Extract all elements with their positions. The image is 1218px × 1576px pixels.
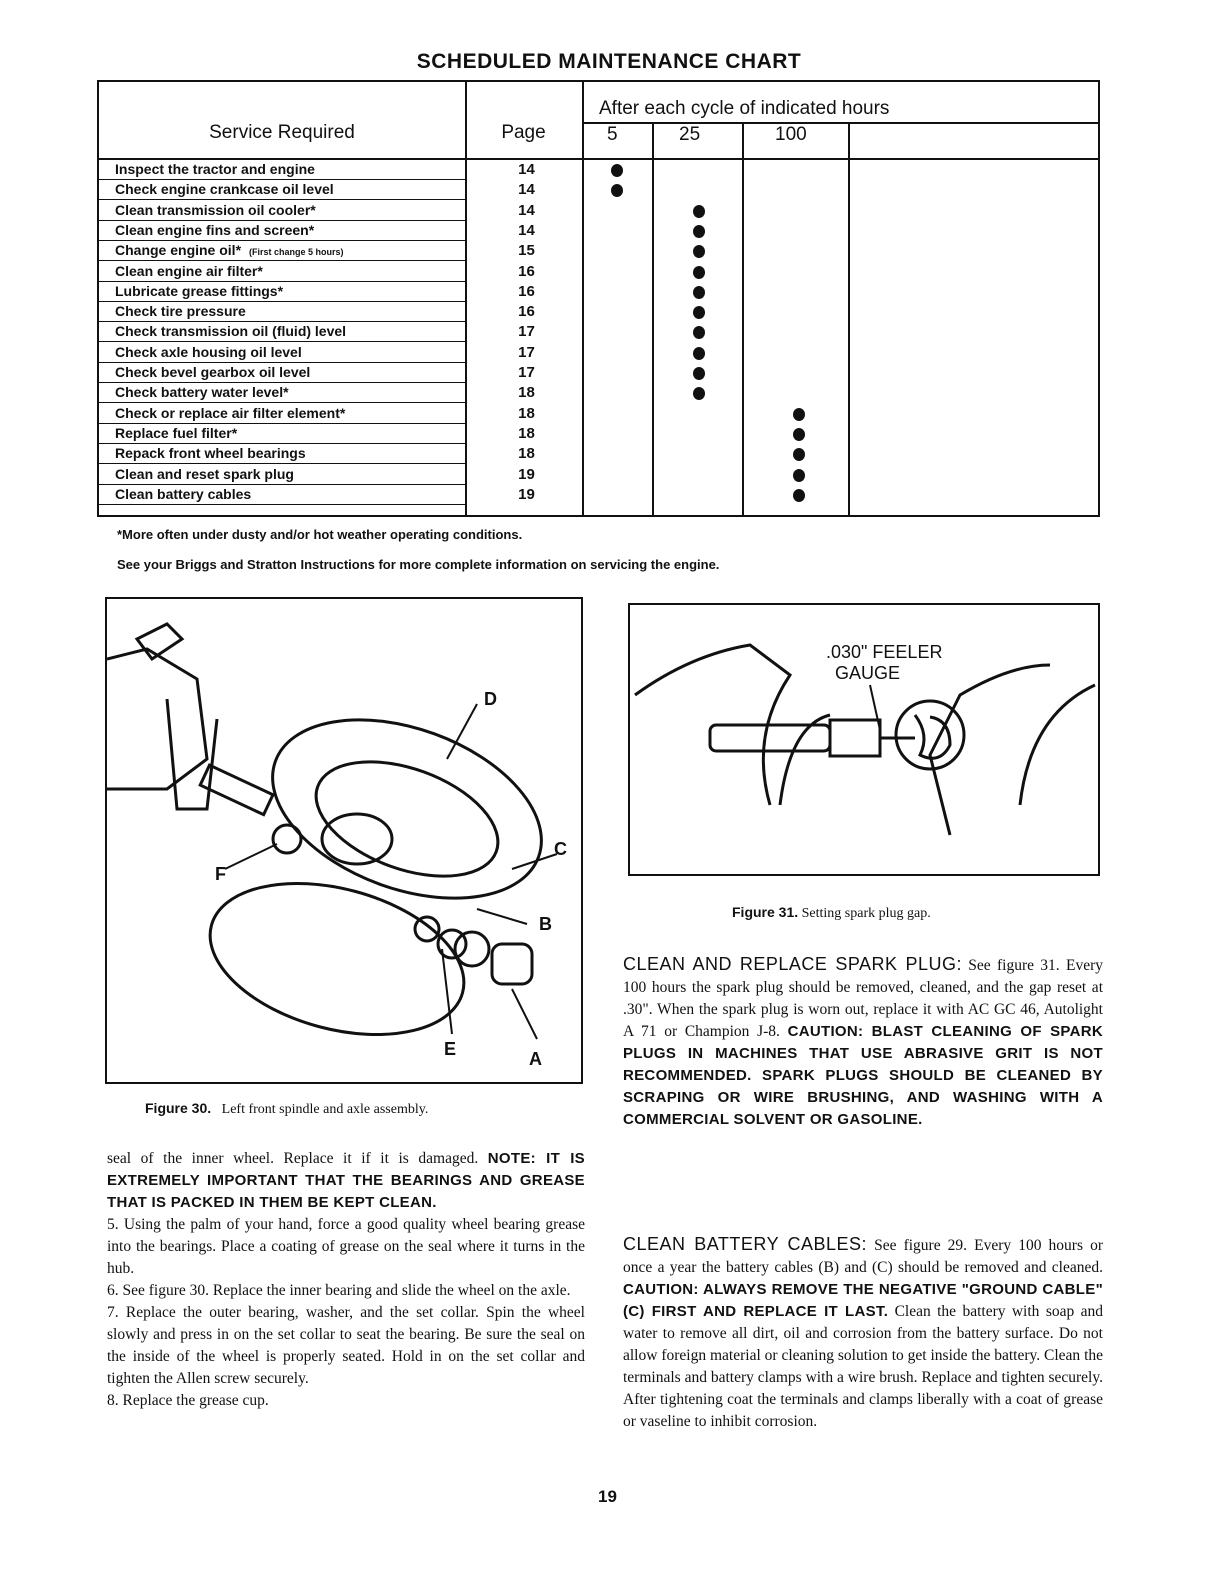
service-name <box>115 303 246 319</box>
service-name <box>115 384 289 400</box>
service-name <box>115 445 306 461</box>
divider <box>742 122 744 515</box>
battery-caution: CAUTION: ALWAYS REMOVE THE NEGATIVE "GROUND CABLE" (C) FIRST AND REPLACE IT LAST. <box>623 1281 1103 1320</box>
battery-section <box>623 1233 1103 1433</box>
divider <box>582 122 1098 124</box>
service-label: Inspect the tractor and engine <box>115 161 315 177</box>
service-label: Repack front wheel bearings <box>115 445 306 462</box>
wheel-assembly-drawing <box>107 599 581 1082</box>
spark-plug-body: See figure 31. Every 100 hours the spark plug should be removed, cleaned, and the gap reset at .30". When the spark plug is worn out, replace it with AC GC 46, Autolight A 71 or Champion J-8. <box>623 957 1103 1040</box>
header-page: Page <box>501 122 546 143</box>
footnote-briggs: See your Briggs and Stratton Instructions for more complete information on servicing the engine. <box>117 557 720 572</box>
row-divider <box>99 402 465 403</box>
service-name <box>115 283 283 299</box>
service-label: Check battery water level* <box>115 384 289 401</box>
service-note: (First change 5 hours) <box>249 247 344 258</box>
figure-31-caption <box>732 904 931 922</box>
service-label: Lubricate grease fittings* <box>115 282 284 299</box>
page-ref: 16 <box>518 282 535 300</box>
header-interval-5: 5 <box>607 124 618 145</box>
page-ref: 15 <box>518 242 535 260</box>
step-7: 7. Replace the outer bearing, washer, and the set collar. Spin the wheel slowly and press in on the set collar to seat the bearing. Be sure the seal on the inside of the wheel is properly seated. Hold in on the set collar and tighten the Allen screw securely. <box>107 1304 585 1387</box>
service-label: Clean and reset spark plug <box>115 465 294 482</box>
figure-30-illustration <box>105 597 583 1084</box>
service-label: Clean battery cables <box>115 485 252 502</box>
service-label: Change engine oil* <box>115 242 242 259</box>
page-ref: 16 <box>518 303 535 321</box>
divider <box>652 122 654 515</box>
interval-dot-marker <box>611 184 623 197</box>
footnote-dusty: *More often under dusty and/or hot weather operating conditions. <box>117 527 523 542</box>
row-divider <box>99 463 465 464</box>
header-service: Service Required <box>209 122 355 143</box>
service-label: Check tire pressure <box>115 303 246 320</box>
divider <box>99 158 1098 160</box>
caption-number: Figure 31. <box>732 904 799 920</box>
spark-plug-heading: CLEAN AND REPLACE SPARK PLUG: <box>623 954 962 974</box>
service-label: Check bevel gearbox oil level <box>115 364 311 380</box>
interval-dot-marker <box>693 205 705 218</box>
step-6: 6. See figure 30. Replace the inner bearing and slide the wheel on the axle. <box>107 1282 571 1299</box>
service-name <box>115 364 310 380</box>
service-name <box>115 161 315 177</box>
text-run: seal of the inner wheel. Replace it if it is damaged. <box>107 1150 488 1167</box>
service-name <box>115 425 237 441</box>
maintenance-table <box>97 80 1100 517</box>
caption-text: Setting spark plug gap. <box>801 906 931 921</box>
interval-dot-marker <box>693 245 705 258</box>
interval-dot-marker <box>693 225 705 238</box>
interval-dot-marker <box>793 489 805 502</box>
page-ref: 14 <box>518 201 535 219</box>
service-name <box>115 202 316 218</box>
service-label: Clean transmission oil cooler* <box>115 201 316 218</box>
row-divider <box>99 362 465 363</box>
header-hours: After each cycle of indicated hours <box>599 98 890 119</box>
spark-plug-caution: CAUTION: BLAST CLEANING OF SPARK PLUGS IN MACHINES THAT USE ABRASIVE GRIT IS NOT RECOMMENDED. SPARK PLUGS SHOULD BE CLEANED BY SCRAPING OR WIRE BRUSHING, AND WASHING WITH A COMMERCIAL SOLVENT OR GASOLINE. <box>623 1023 1103 1128</box>
label-e: E <box>444 1039 457 1059</box>
label-d: D <box>484 689 497 709</box>
note-caps: NOTE: IT IS EXTREMELY IMPORTANT THAT THE BEARINGS AND GREASE THAT IS PACKED IN THEM BE KEPT CLEAN. <box>107 1150 585 1211</box>
page-ref: 17 <box>518 364 535 381</box>
label-f: F <box>215 864 226 884</box>
header-interval-25: 25 <box>679 124 701 145</box>
service-label: Check transmission oil (fluid) level <box>115 323 347 340</box>
service-name <box>115 263 263 279</box>
step-8: 8. Replace the grease cup. <box>107 1392 269 1409</box>
page-ref: 14 <box>518 161 535 178</box>
interval-dot-marker <box>793 408 805 421</box>
interval-dot-marker <box>793 448 805 461</box>
row-divider <box>99 199 465 200</box>
service-label: Clean engine fins and screen* <box>115 221 315 238</box>
note-paragraph <box>107 1148 585 1214</box>
battery-body-2: Clean the battery with soap and water to remove all dirt, oil and corrosion from the battery surface. Do not allow foreign material or cleaning solution to get inside the battery. Clean the terminals and battery clamps with a wire brush. Replace and tighten securely. After tightening coat the terminals and clamps liberally with a coat of grease or vaseline to inhibit corrosion. <box>623 1303 1103 1430</box>
page-ref: 14 <box>518 181 535 199</box>
row-divider <box>99 382 465 383</box>
page-number: 19 <box>598 1487 617 1506</box>
service-name <box>115 323 346 339</box>
service-label: Check or replace air filter element* <box>115 404 346 421</box>
interval-dot-marker <box>693 367 705 380</box>
page-ref: 19 <box>518 485 535 503</box>
service-name <box>115 486 251 502</box>
label-b: B <box>539 914 552 934</box>
row-divider <box>99 301 465 302</box>
row-divider <box>99 504 465 505</box>
interval-dot-marker <box>793 428 805 441</box>
row-divider <box>99 240 465 241</box>
page-ref: 17 <box>518 323 535 341</box>
caption-number: Figure 30. <box>145 1100 212 1116</box>
page-ref: 14 <box>518 221 535 239</box>
battery-heading: CLEAN BATTERY CABLES: <box>623 1234 868 1254</box>
caption-text: Left front spindle and axle assembly. <box>221 1102 429 1117</box>
service-label: Clean engine air filter* <box>115 262 263 279</box>
service-name <box>115 344 302 360</box>
page-ref: 17 <box>518 343 535 361</box>
battery-body: See figure 29. Every 100 hours or once a year the battery cables (B) and (C) should be removed and cleaned. <box>623 1237 1103 1276</box>
service-name <box>115 222 314 238</box>
interval-dot-marker <box>611 164 623 177</box>
interval-dot-marker <box>693 387 705 400</box>
row-divider <box>99 220 465 221</box>
service-name <box>115 242 344 258</box>
feeler-gauge-label-line2: GAUGE <box>835 663 901 683</box>
interval-dot-marker <box>693 306 705 319</box>
interval-dot-marker <box>693 326 705 339</box>
interval-dot-marker <box>693 286 705 299</box>
service-label: Check engine crankcase oil level <box>115 181 334 198</box>
spark-plug-section <box>623 953 1103 1131</box>
row-divider <box>99 260 465 261</box>
page-ref: 18 <box>518 404 535 422</box>
row-divider <box>99 443 465 444</box>
figure-30-caption <box>145 1100 428 1118</box>
feeler-gauge-label-line1: .030" FEELER <box>826 642 943 662</box>
row-divider <box>99 423 465 424</box>
step-5: 5. Using the palm of your hand, force a good quality wheel bearing grease into the bearings. Place a coating of grease on the seal where it turns in the hub. <box>107 1216 585 1277</box>
divider <box>465 82 467 515</box>
row-divider <box>99 179 465 180</box>
header-interval-100: 100 <box>775 124 807 145</box>
page-ref: 16 <box>518 262 535 280</box>
page-ref: 19 <box>518 465 535 483</box>
page-ref: 18 <box>518 384 535 402</box>
label-a: A <box>529 1049 542 1069</box>
page-ref: 18 <box>518 424 535 442</box>
interval-dot-marker <box>693 266 705 279</box>
row-divider <box>99 321 465 322</box>
interval-dot-marker <box>693 347 705 360</box>
label-c: C <box>554 839 567 859</box>
row-divider <box>99 281 465 282</box>
service-label: Check axle housing oil level <box>115 343 302 360</box>
service-name <box>115 405 345 421</box>
row-divider <box>99 341 465 342</box>
row-divider <box>99 484 465 485</box>
service-label: Replace fuel filter* <box>115 424 238 441</box>
page-ref: 18 <box>518 445 535 463</box>
service-name <box>115 181 334 197</box>
service-name <box>115 466 294 482</box>
figure-31-illustration <box>628 603 1100 876</box>
divider <box>848 122 850 515</box>
left-column-text <box>107 1148 585 1412</box>
chart-title: SCHEDULED MAINTENANCE CHART <box>416 50 802 73</box>
interval-dot-marker <box>793 469 805 482</box>
